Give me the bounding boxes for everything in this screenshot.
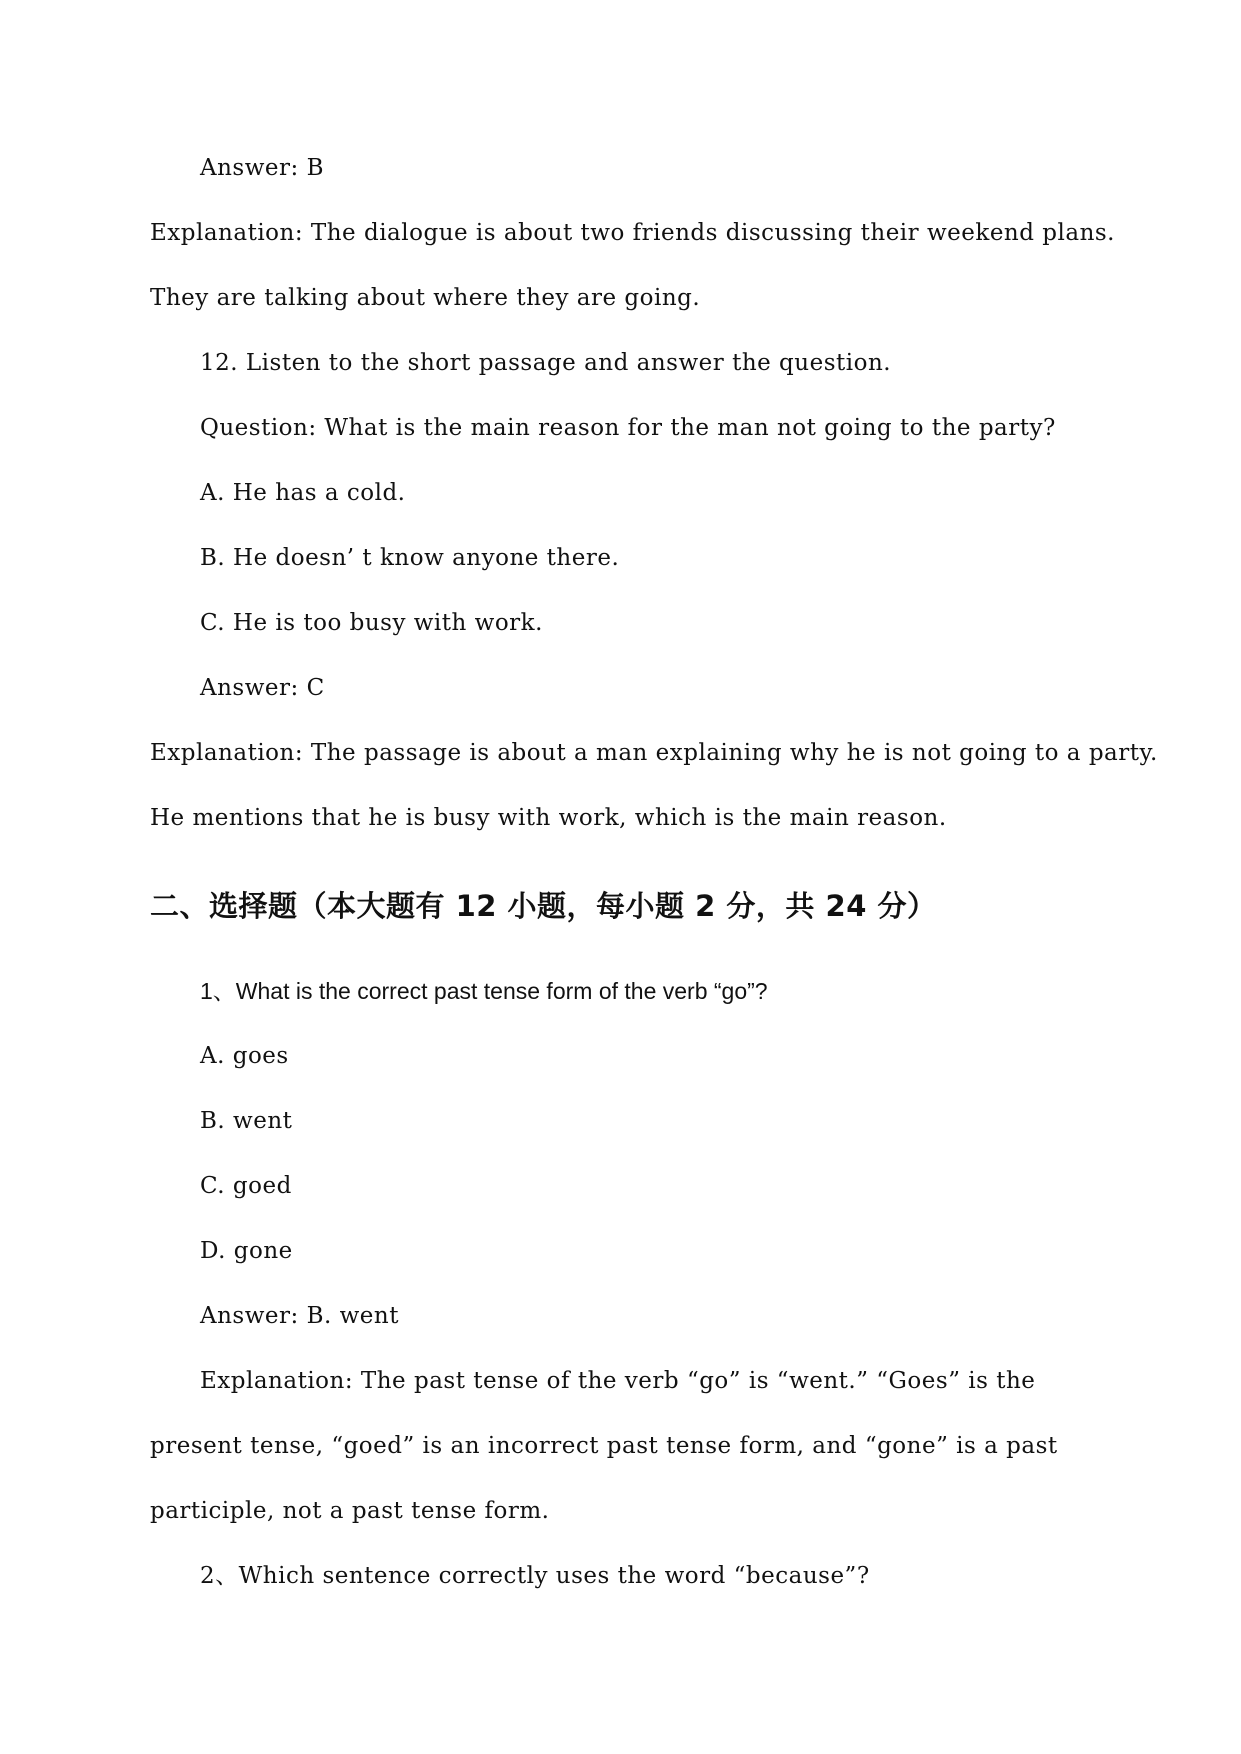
q11-explanation-line1: Explanation: The dialogue is about two friends discussing their weekend plans. xyxy=(150,220,1115,246)
q12-option-b: B. He doesn’ t know anyone there. xyxy=(200,545,620,571)
q1-answer: Answer: B. went xyxy=(200,1303,399,1329)
q2-question: 2、Which sentence correctly uses the word “because”? xyxy=(200,1563,870,1589)
q12-prompt: 12. Listen to the short passage and answer the question. xyxy=(200,350,892,376)
q1-question: 1、What is the correct past tense form of the verb “go”? xyxy=(200,978,768,1004)
q1-option-b: B. went xyxy=(200,1108,293,1134)
q12-question: Question: What is the main reason for the man not going to the party? xyxy=(200,415,1056,441)
q1-option-a: A. goes xyxy=(200,1043,289,1069)
q1-option-c: C. goed xyxy=(200,1173,292,1199)
q12-option-a: A. He has a cold. xyxy=(200,480,406,506)
q12-answer: Answer: C xyxy=(200,675,325,701)
q1-explanation-line2: present tense, “goed” is an incorrect past tense form, and “gone” is a past xyxy=(150,1433,1058,1459)
q1-option-d: D. gone xyxy=(200,1238,293,1264)
q1-explanation-line1: Explanation: The past tense of the verb “go” is “went.” “Goes” is the xyxy=(200,1368,1036,1394)
q12-explanation-line1: Explanation: The passage is about a man explaining why he is not going to a party. xyxy=(150,740,1158,766)
section-heading: 二、选择题（本大题有 12 小题，每小题 2 分，共 24 分） xyxy=(150,889,937,923)
q11-explanation-line2: They are talking about where they are going. xyxy=(150,285,701,311)
q12-option-c: C. He is too busy with work. xyxy=(200,610,543,636)
q11-answer: Answer: B xyxy=(200,155,324,181)
q1-explanation-line3: participle, not a past tense form. xyxy=(150,1498,550,1524)
q12-explanation-line2: He mentions that he is busy with work, which is the main reason. xyxy=(150,805,947,831)
